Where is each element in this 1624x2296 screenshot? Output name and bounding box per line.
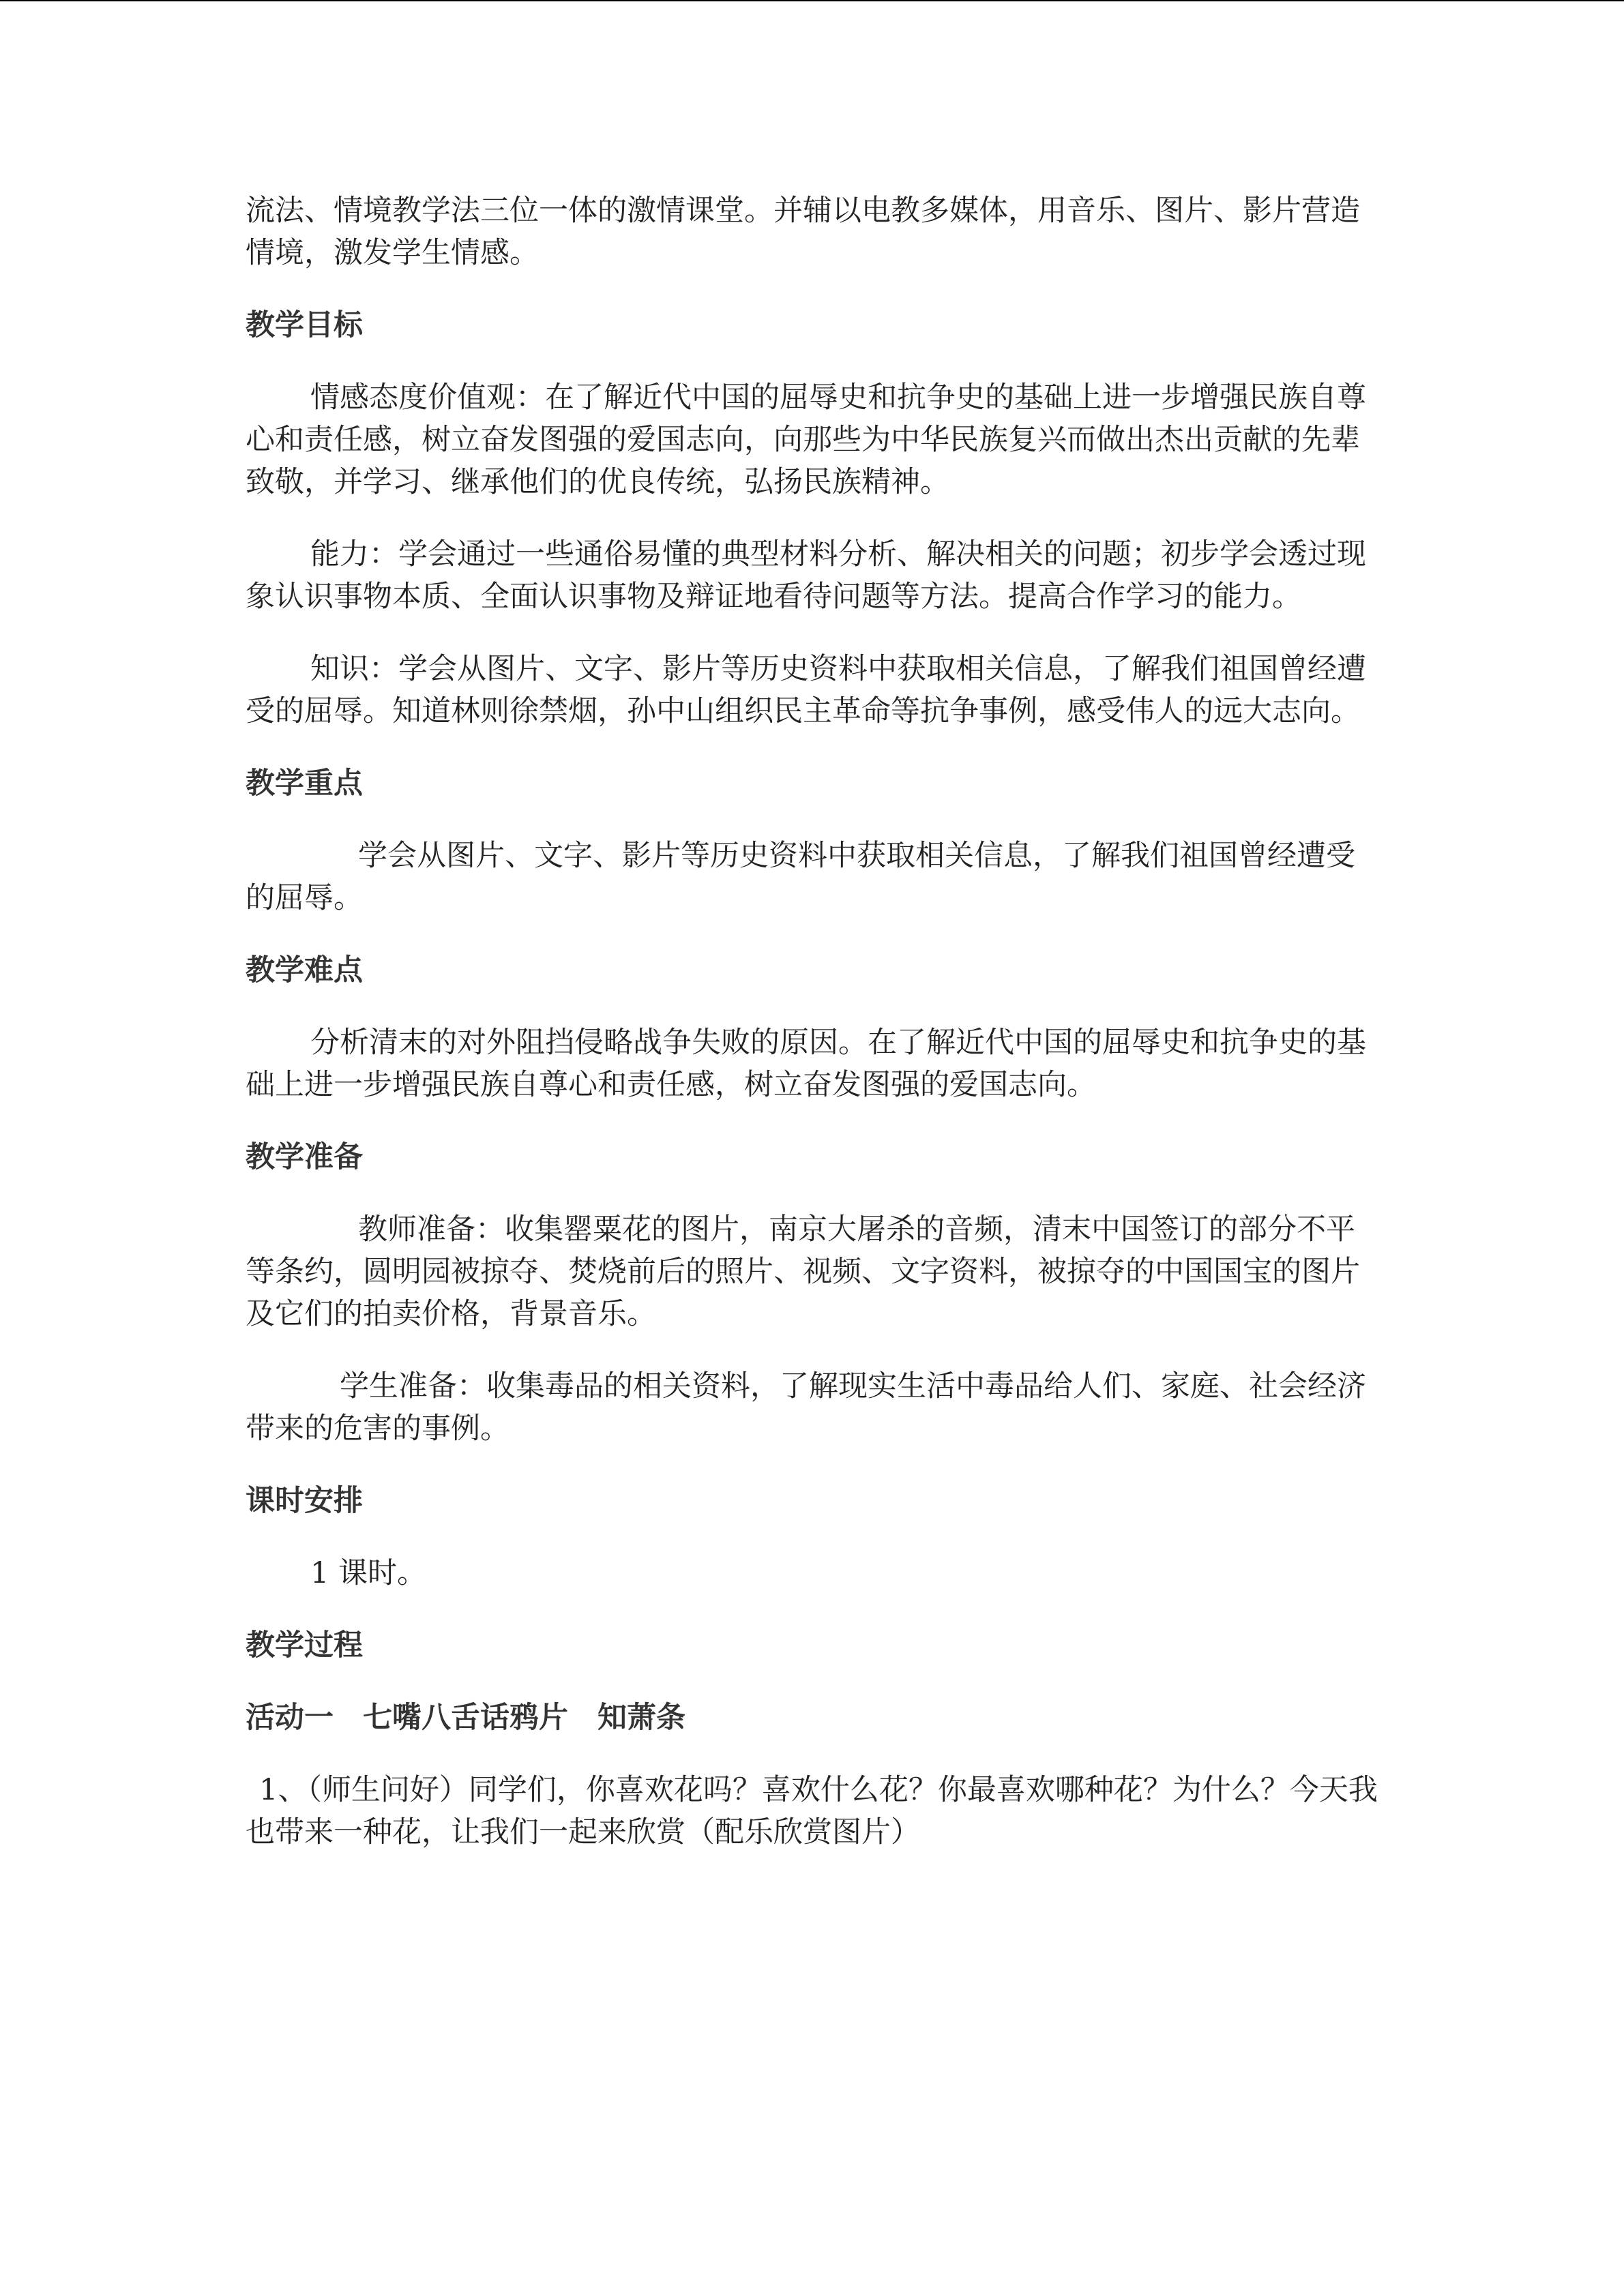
- teacher-preparation-paragraph: 教师准备：收集罂粟花的图片，南京大屠杀的音频，清末中国签订的部分不平等条约，圆明园被掠夺、焚烧前后的照片、视频、文字资料，被掠夺的中国国宝的图片及它们的拍卖价格，背景音乐。: [246, 1212, 1360, 1331]
- goal-ability-paragraph: 能力：学会通过一些通俗易懂的典型材料分析、解决相关的问题；初步学会透过现象认识事物本质、全面认识事物及辩证地看待问题等方法。提高合作学习的能力。: [246, 537, 1366, 614]
- section-heading-goals: 教学目标: [246, 308, 363, 342]
- section-heading-process: 教学过程: [246, 1628, 363, 1663]
- goal-knowledge-paragraph: 知识：学会从图片、文字、影片等历史资料中获取相关信息，了解我们祖国曾经遭受的屈辱。知道林则徐禁烟，孙中山组织民主革命等抗争事例，感受伟人的远大志向。: [246, 652, 1366, 728]
- student-preparation-paragraph: 学生准备：收集毒品的相关资料，了解现实生活中毒品给人们、家庭、社会经济带来的危害的事例。: [246, 1369, 1366, 1446]
- intro-paragraph: 流法、情境教学法三位一体的激情课堂。并辅以电教多媒体，用音乐、图片、影片营造情境，激发学生情感。: [246, 194, 1360, 270]
- schedule-paragraph: 1 课时。: [310, 1556, 427, 1590]
- process-step-1-paragraph: 1、（师生问好）同学们，你喜欢花吗？喜欢什么花？你最喜欢哪种花？为什么？今天我也带来一种花，让我们一起来欣赏（配乐欣赏图片）: [246, 1773, 1378, 1849]
- activity-one-title: 活动一 七嘴八舌话鸦片 知萧条: [246, 1701, 685, 1735]
- section-heading-schedule: 课时安排: [246, 1484, 363, 1518]
- document-body: [246, 190, 1378, 1853]
- section-heading-preparation: 教学准备: [246, 1140, 363, 1174]
- key-points-paragraph: 学会从图片、文字、影片等历史资料中获取相关信息，了解我们祖国曾经遭受的屈辱。: [246, 839, 1355, 915]
- goal-emotion-paragraph: 情感态度价值观：在了解近代中国的屈辱史和抗争史的基础上进一步增强民族自尊心和责任感，树立奋发图强的爱国志向，向那些为中华民族复兴而做出杰出贡献的先辈致敬，并学习、继承他们的优良传统，弘扬民族精神。: [246, 381, 1366, 499]
- difficulties-paragraph: 分析清末的对外阻挡侵略战争失败的原因。在了解近代中国的屈辱史和抗争史的基础上进一步增强民族自尊心和责任感，树立奋发图强的爱国志向。: [246, 1026, 1366, 1102]
- section-heading-key-points: 教学重点: [246, 766, 363, 801]
- section-heading-difficulties: 教学难点: [246, 953, 363, 987]
